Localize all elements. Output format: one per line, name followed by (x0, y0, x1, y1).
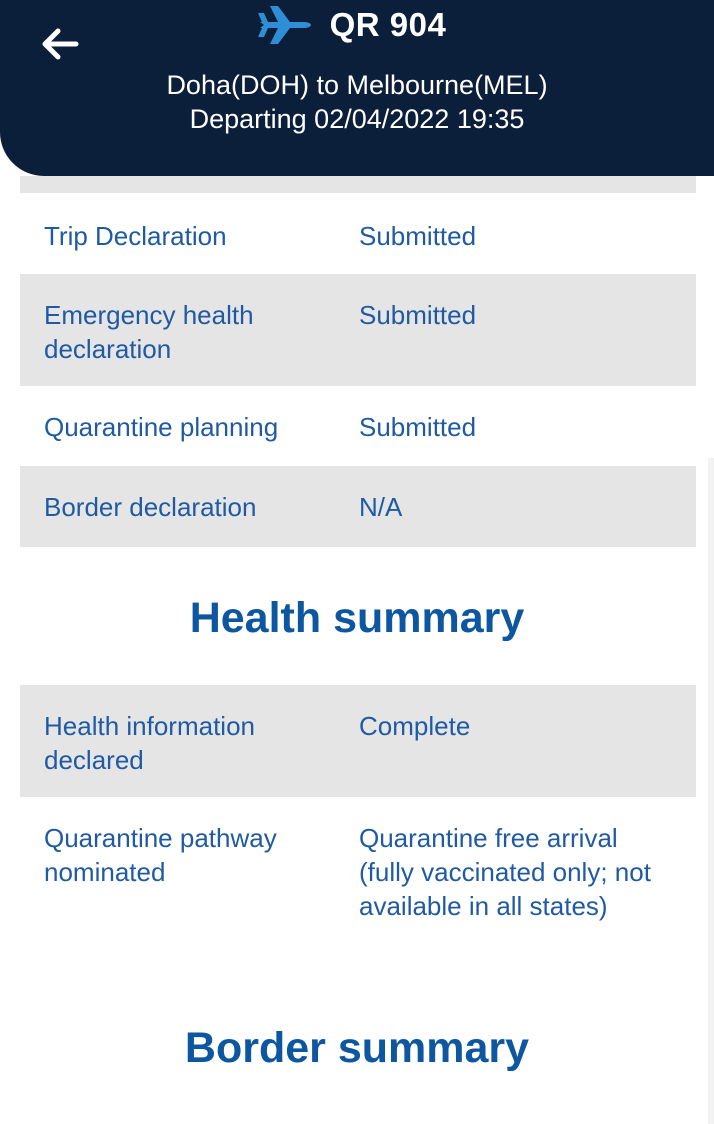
departure-text: Departing 02/04/2022 19:35 (189, 104, 525, 134)
row-divider (20, 176, 696, 193)
row-label: Emergency health declaration (44, 300, 254, 364)
table-row (20, 797, 696, 977)
row-label: Quarantine pathway nominated (44, 823, 277, 887)
flight-header (0, 0, 714, 176)
row-label: Trip Declaration (44, 221, 227, 251)
row-value: N/A (359, 492, 403, 522)
airplane-icon (258, 4, 312, 46)
row-label: Quarantine planning (44, 412, 279, 442)
table-row (20, 386, 696, 466)
route-text: Doha(DOH) to Melbourne(MEL) (166, 70, 548, 100)
health-summary-title: Health summary (189, 594, 525, 642)
row-value: Submitted (359, 300, 477, 330)
flight-title (0, 4, 714, 46)
row-value: Quarantine free arrival (fully vaccinated only; not available in all states) (359, 823, 651, 921)
row-value: Submitted (359, 412, 477, 442)
row-value: Complete (359, 711, 471, 741)
flight-number: QR 904 (329, 6, 447, 43)
row-label: Health information declared (44, 711, 255, 775)
table-row (20, 193, 696, 274)
table-row (20, 466, 696, 547)
table-row (20, 274, 696, 386)
scroll-edge (708, 458, 714, 1124)
table-row (20, 685, 696, 797)
row-label: Border declaration (44, 492, 257, 522)
row-value: Submitted (359, 221, 477, 251)
border-summary-title: Border summary (184, 1024, 530, 1072)
